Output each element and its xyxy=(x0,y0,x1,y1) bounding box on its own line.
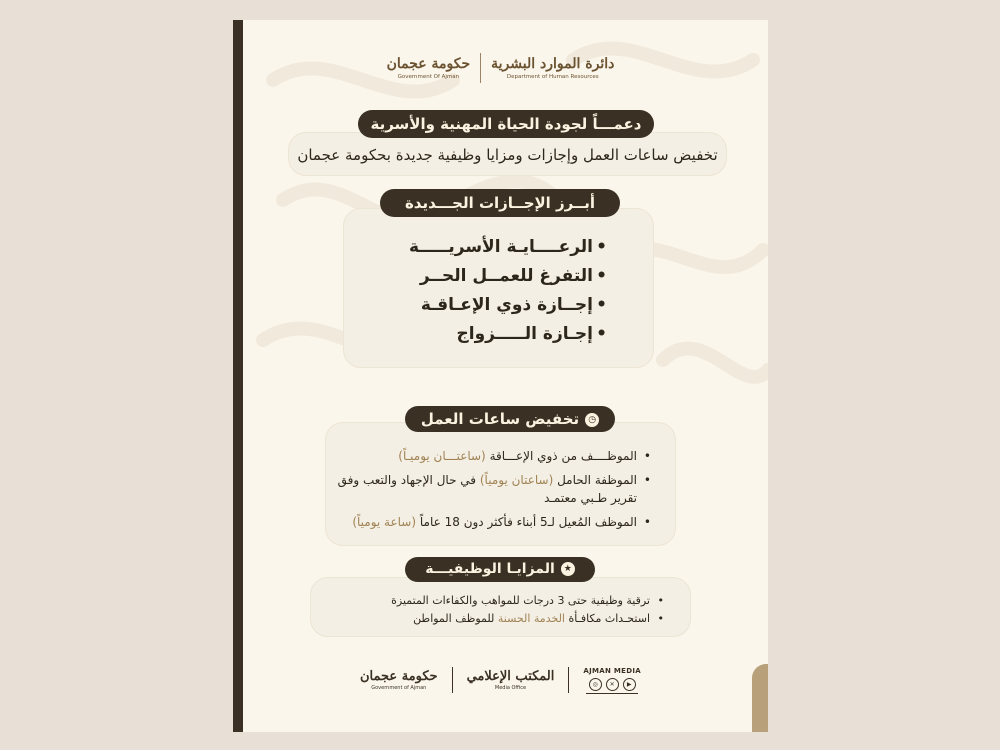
leave-item: • التفرغ للعمــل الحــر xyxy=(373,262,593,291)
hours-item-text: الموظفة الحامل xyxy=(557,473,637,487)
footer-logos xyxy=(233,660,768,700)
leaves-list xyxy=(373,233,593,349)
footer-gov-arabic: حكومة عجمان xyxy=(360,669,438,684)
benefit-item xyxy=(330,610,650,628)
headline-subtitle: تخفيض ساعات العمل وإجازات ومزايا وظيفية جديدة بحكومة عجمان xyxy=(288,132,727,176)
poster xyxy=(233,20,768,732)
instagram-icon[interactable]: ◎ xyxy=(589,678,602,691)
benefit-text-after: للموظف المواطن xyxy=(413,612,495,625)
dhr-logo xyxy=(491,55,614,81)
dhr-arabic: دائرة الموارد البشرية xyxy=(491,56,615,72)
hours-box xyxy=(325,422,676,546)
x-icon[interactable]: ✕ xyxy=(606,678,619,691)
hours-list xyxy=(337,447,637,537)
header-logos xyxy=(233,48,768,88)
hours-item-highlight: (ساعتـــان يوميـاً) xyxy=(398,449,486,463)
footer-gov-logo xyxy=(360,668,438,692)
benefit-text: استحـداث مكافـأة xyxy=(568,612,650,625)
hours-title-pill xyxy=(405,406,615,432)
left-accent-bar xyxy=(233,20,243,732)
leave-item: • إجــازة ذوي الإعـاقـة xyxy=(373,291,593,320)
clock-icon: ◷ xyxy=(585,413,599,427)
hours-item-highlight: (ساعتان يومياً) xyxy=(479,473,554,487)
footer-divider xyxy=(452,667,453,693)
footer-divider xyxy=(568,667,569,693)
benefits-title-pill xyxy=(405,557,595,582)
benefit-item xyxy=(330,592,650,610)
benefits-title: المزايـا الوظيفيـــة xyxy=(425,561,555,577)
hours-item xyxy=(337,513,637,531)
social-icons xyxy=(583,678,641,691)
footer-gov-english: Government of Ajman xyxy=(371,685,427,691)
hours-item-text: الموظف المُعيل لـ5 أبناء فأكثر دون 18 عاماً xyxy=(419,515,637,529)
ajman-media-title: AJMAN MEDIA xyxy=(583,666,641,675)
hours-item-highlight: (ساعة يومياً) xyxy=(352,515,417,529)
media-office-logo xyxy=(467,668,555,692)
gov-ajman-english: Government Of Ajman xyxy=(397,74,460,80)
gov-ajman-arabic: حكومة عجمان xyxy=(386,56,471,72)
leave-item: • الرعــــايـة الأسريـــــة xyxy=(373,233,593,262)
leaves-title: أبــرز الإجــازات الجـــديدة xyxy=(380,189,620,217)
hours-item-extra: في حال الإجهاد والتعب وفق تقرير طـبي معتمـد xyxy=(337,473,637,505)
star-icon: ★ xyxy=(561,562,575,576)
media-office-english: Media Office xyxy=(494,685,527,691)
hours-title: تخفيض ساعات العمل xyxy=(420,410,580,428)
logo-divider xyxy=(480,53,481,83)
media-underline xyxy=(586,693,638,694)
benefit-text: ترقية وظيفية حتى 3 درجات للمواهب والكفاءات المتميزة xyxy=(391,594,650,607)
youtube-icon[interactable]: ▶ xyxy=(623,678,636,691)
benefit-highlight: الخدمة الحسنة xyxy=(497,612,565,625)
gov-ajman-logo xyxy=(387,55,471,81)
hours-item xyxy=(337,471,637,507)
dhr-english: Department of Human Resources xyxy=(506,74,599,80)
benefits-box xyxy=(310,577,691,637)
hours-item xyxy=(337,447,637,465)
headline-title: دعمـــاً لجودة الحياة المهنية والأسرية xyxy=(358,110,654,138)
hours-item-text: الموظــــف من ذوي الإعـــاقة xyxy=(489,449,637,463)
leaves-box xyxy=(343,208,654,368)
ajman-media-block xyxy=(583,667,641,694)
benefits-list xyxy=(330,592,650,628)
media-office-arabic: المكتب الإعلامي xyxy=(466,669,555,684)
leave-item: • إجـازة الـــــزواج xyxy=(373,320,593,349)
